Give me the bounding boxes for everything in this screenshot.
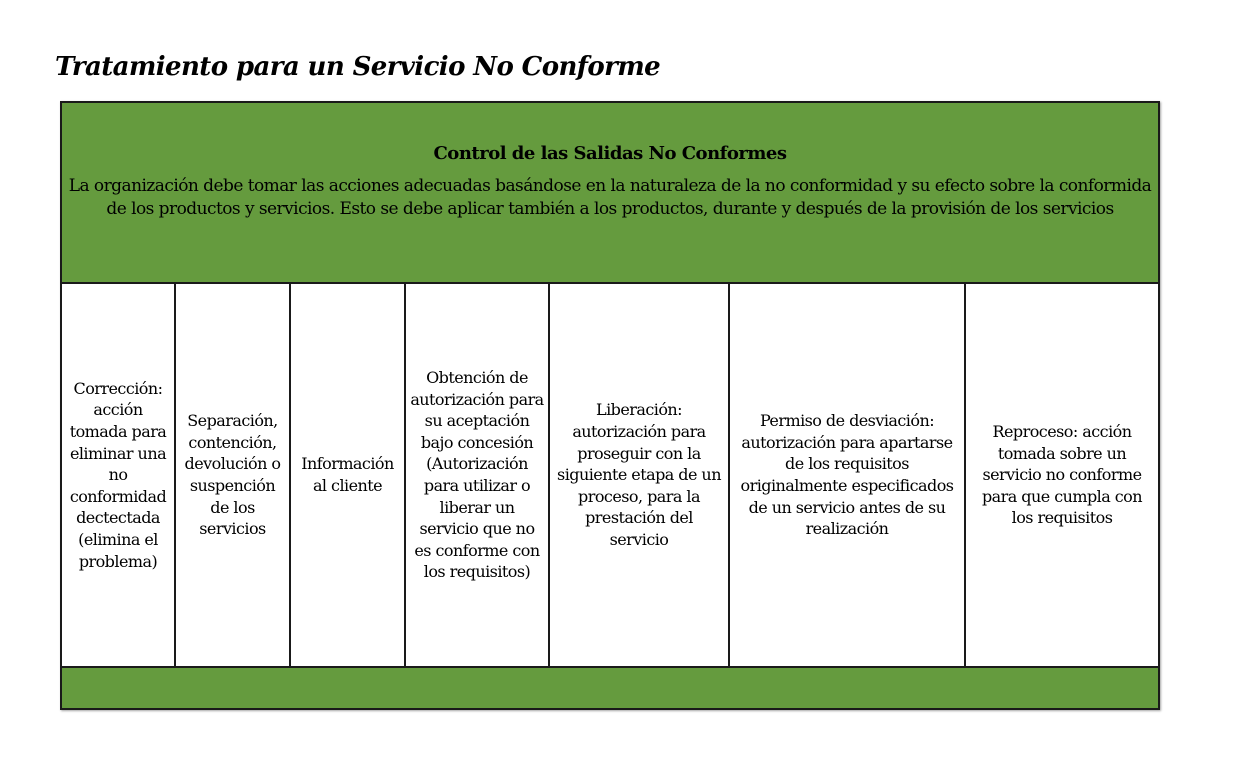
cell-liberacion-text: Liberación: autorización para proseguir con la siguiente etapa de un proceso, para la prestación del servicio [557, 400, 721, 549]
header-band [62, 103, 1158, 284]
cell-liberacion [550, 284, 730, 666]
cell-reproceso-text: Reproceso: acción tomada sobre un servicio no conforme para que cumpla con los requisitos [981, 422, 1143, 528]
cell-permiso-desviacion [730, 284, 966, 666]
cell-separacion-text: Separación, contención, devolución o suspención de los servicios [184, 411, 281, 539]
nonconforming-output-table [60, 101, 1160, 710]
cell-separacion [176, 284, 291, 666]
header-description: La organización debe tomar las acciones adecuadas basándose en la naturaleza de la no conformidad y su efecto sobre la conformida de los productos y servicios. Esto se debe aplicar también a los productos, durante y después de la provisión de los servicios [68, 176, 1152, 219]
cell-correccion [62, 284, 176, 666]
cell-informacion [291, 284, 406, 666]
header-title: Control de las Salidas No Conformes [433, 143, 787, 164]
cell-informacion-text: Información al cliente [301, 454, 394, 495]
cell-permiso-desviacion-text: Permiso de desviación: autorización para apartarse de los requisitos originalmente especificados de un servicio antes de su realización [740, 411, 954, 539]
cell-concesion [406, 284, 550, 666]
cell-correccion-text: Corrección: acción tomada para eliminar una no conformidad dectectada (elimina el problema) [69, 378, 167, 571]
actions-row [62, 284, 1158, 666]
page-title: Tratamiento para un Servicio No Conforme [55, 52, 661, 82]
cell-reproceso [966, 284, 1158, 666]
cell-concesion-text: Obtención de autorización para su aceptación bajo concesión (Autorización para utilizar o liberar un servicio que no es conforme con los requisitos) [410, 368, 544, 582]
footer-band [62, 666, 1158, 708]
